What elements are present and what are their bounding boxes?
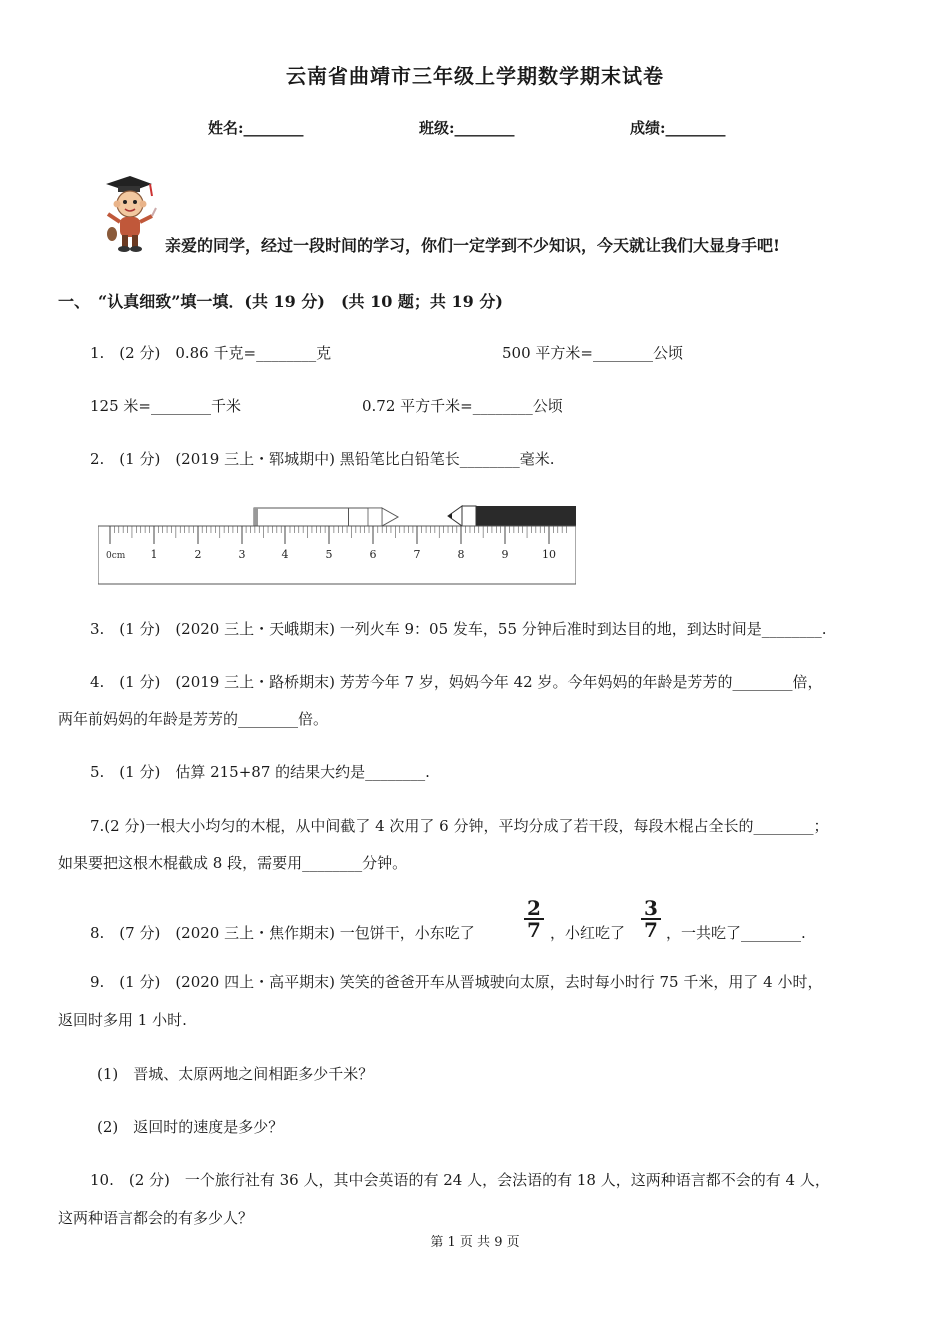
ruler-label: 10 xyxy=(542,548,556,561)
ruler-label: 1 xyxy=(150,548,158,561)
question-9a: 9. (1 分) (2020 四上・高平期末) 笑笑的爸爸开车从晋城驶向太原，去时每小时行 75 千米，用了 4 小时， xyxy=(90,973,823,991)
section-heading: 一、 “认真细致”填一填．(共 19 分) (共 10 题；共 19 分) xyxy=(58,292,503,311)
question-3: 3. (1 分) (2020 三上・天峨期末) 一列火车 9：05 发车，55 分钟后准时到达目的地，到达时间是________. xyxy=(90,620,827,638)
question-1a: 1. (2 分) 0.86 千克=________克 xyxy=(90,344,332,362)
ruler-pencils-figure xyxy=(98,500,576,586)
ruler-label: 7 xyxy=(413,548,421,561)
question-1c: 125 米=________千米 xyxy=(90,397,241,415)
score-field: 成绩:________ xyxy=(630,119,726,137)
fraction-numerator: 2 xyxy=(524,898,544,920)
fraction-numerator: 3 xyxy=(641,898,661,920)
ruler-unit-label: 0cm xyxy=(106,551,126,561)
fraction-denominator: 7 xyxy=(644,918,658,942)
question-4b: 两年前妈妈的年龄是芳芳的________倍。 xyxy=(58,710,329,728)
question-9-sub1: (1) 晋城、太原两地之间相距多少千米？ xyxy=(97,1065,374,1083)
page-footer: 第 1 页 共 9 页 xyxy=(430,1235,520,1250)
question-2: 2. (1 分) (2019 三上・郓城期中) 黑铅笔比白铅笔长________毫米. xyxy=(90,450,555,468)
ruler-label: 4 xyxy=(281,548,289,561)
greeting-text: 亲爱的同学，经过一段时间的学习，你们一定学到不少知识，今天就让我们大显身手吧! xyxy=(165,236,781,255)
fraction-2-7 xyxy=(524,898,544,940)
question-1d: 0.72 平方千米=________公顷 xyxy=(362,397,563,415)
name-field: 姓名:________ xyxy=(208,119,304,137)
ruler-label: 3 xyxy=(238,548,246,561)
question-1b: 500 平方米=________公顷 xyxy=(502,344,683,362)
mascot-illustration xyxy=(90,172,162,254)
question-10b: 这两种语言都会的有多少人？ xyxy=(58,1209,254,1227)
ruler-label: 5 xyxy=(325,548,333,561)
class-field: 班级:________ xyxy=(419,119,515,137)
question-9-sub2: (2) 返回时的速度是多少？ xyxy=(97,1118,284,1136)
question-8a: 8. (7 分) (2020 三上・焦作期末) 一包饼干，小东吃了 xyxy=(90,924,475,942)
question-10a: 10. (2 分) 一个旅行社有 36 人，其中会英语的有 24 人，会法语的有 18 人，这两种语言都不会的有 4 人， xyxy=(90,1171,830,1189)
question-7a: 7.(2 分)一根大小均匀的木棍，从中间截了 4 次用了 6 分钟，平均分成了若干段，每段木棍占全长的________； xyxy=(90,817,829,835)
question-5: 5. (1 分) 估算 215+87 的结果大约是________. xyxy=(90,763,430,781)
ruler-label: 6 xyxy=(369,548,377,561)
question-8b: ，小红吃了 xyxy=(550,924,626,942)
ruler-label: 2 xyxy=(194,548,202,561)
page-title: 云南省曲靖市三年级上学期数学期末试卷 xyxy=(286,64,664,88)
question-9b: 返回时多用 1 小时. xyxy=(58,1011,187,1029)
fraction-3-7 xyxy=(641,898,661,940)
question-4a: 4. (1 分) (2019 三上・路桥期末) 芳芳今年 7 岁，妈妈今年 42 岁。今年妈妈的年龄是芳芳的________倍， xyxy=(90,673,823,691)
question-7b: 如果要把这根木棍截成 8 段，需要用________分钟。 xyxy=(58,854,408,872)
ruler-label: 8 xyxy=(457,548,465,561)
ruler-label: 9 xyxy=(501,548,509,561)
fraction-denominator: 7 xyxy=(527,918,541,942)
question-8c: ，一共吃了________. xyxy=(666,924,806,942)
